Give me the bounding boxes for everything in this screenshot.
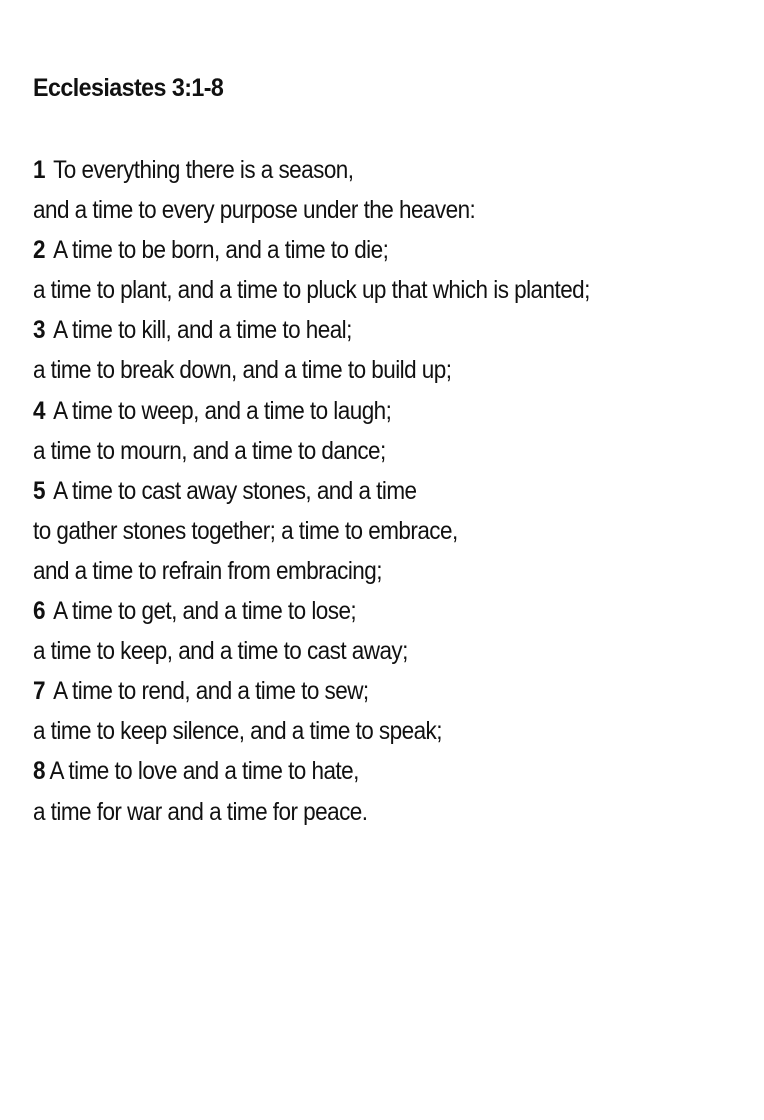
verse-text: A time to love and a time to hate, bbox=[49, 757, 359, 786]
verse-text: A time to kill, and a time to heal; bbox=[53, 316, 352, 345]
verse-number: 7 bbox=[33, 677, 45, 706]
verse-text: A time to be born, and a time to die; bbox=[53, 236, 389, 265]
verse-text: A time to rend, and a time to sew; bbox=[53, 677, 369, 706]
verse-8-line-2 bbox=[33, 792, 681, 832]
verse-4-line-2 bbox=[33, 431, 681, 471]
document-page bbox=[33, 70, 753, 832]
verse-number: 6 bbox=[33, 597, 45, 626]
verse-text: A time to get, and a time to lose; bbox=[53, 597, 357, 626]
page-title: Ecclesiastes 3:1-8 bbox=[33, 74, 224, 102]
verse-text: a time to mourn, and a time to dance; bbox=[33, 436, 386, 465]
verse-text: and a time to refrain from embracing; bbox=[33, 556, 382, 585]
verse-number: 5 bbox=[33, 476, 45, 505]
verse-7-line-2 bbox=[33, 711, 681, 751]
verse-number: 4 bbox=[33, 396, 45, 425]
verse-8-line-1 bbox=[33, 751, 681, 791]
verse-7-line-1 bbox=[33, 671, 681, 711]
verse-5-line-2 bbox=[33, 511, 681, 551]
verse-2-line-1 bbox=[33, 230, 681, 270]
verse-text: a time to keep silence, and a time to speak; bbox=[33, 717, 442, 746]
verse-6-line-1 bbox=[33, 591, 681, 631]
verse-text: a time to keep, and a time to cast away; bbox=[33, 637, 408, 666]
verse-text: A time to weep, and a time to laugh; bbox=[53, 396, 392, 425]
verse-3-line-1 bbox=[33, 310, 681, 350]
verse-text: To everything there is a season, bbox=[53, 156, 354, 184]
verse-number: 8 bbox=[33, 757, 45, 786]
verse-3-line-2 bbox=[33, 350, 681, 390]
verse-text: a time to break down, and a time to build up; bbox=[33, 356, 452, 385]
verse-1-line-1 bbox=[33, 150, 681, 190]
verse-1-line-2 bbox=[33, 190, 681, 230]
verse-number: 2 bbox=[33, 236, 45, 265]
verse-4-line-1 bbox=[33, 391, 681, 431]
verse-text: a time for war and a time for peace. bbox=[33, 797, 368, 826]
verse-number: 1 bbox=[33, 156, 45, 184]
verse-5-line-1 bbox=[33, 471, 681, 511]
verse-text: to gather stones together; a time to embrace, bbox=[33, 516, 458, 545]
verse-list bbox=[33, 150, 753, 832]
verse-5-line-3 bbox=[33, 551, 681, 591]
verse-number: 3 bbox=[33, 316, 45, 345]
verse-2-line-2 bbox=[33, 270, 681, 310]
verse-text: a time to plant, and a time to pluck up that which is planted; bbox=[33, 276, 590, 305]
verse-text: and a time to every purpose under the heaven: bbox=[33, 196, 476, 225]
verse-6-line-2 bbox=[33, 631, 681, 671]
verse-text: A time to cast away stones, and a time bbox=[53, 476, 417, 505]
